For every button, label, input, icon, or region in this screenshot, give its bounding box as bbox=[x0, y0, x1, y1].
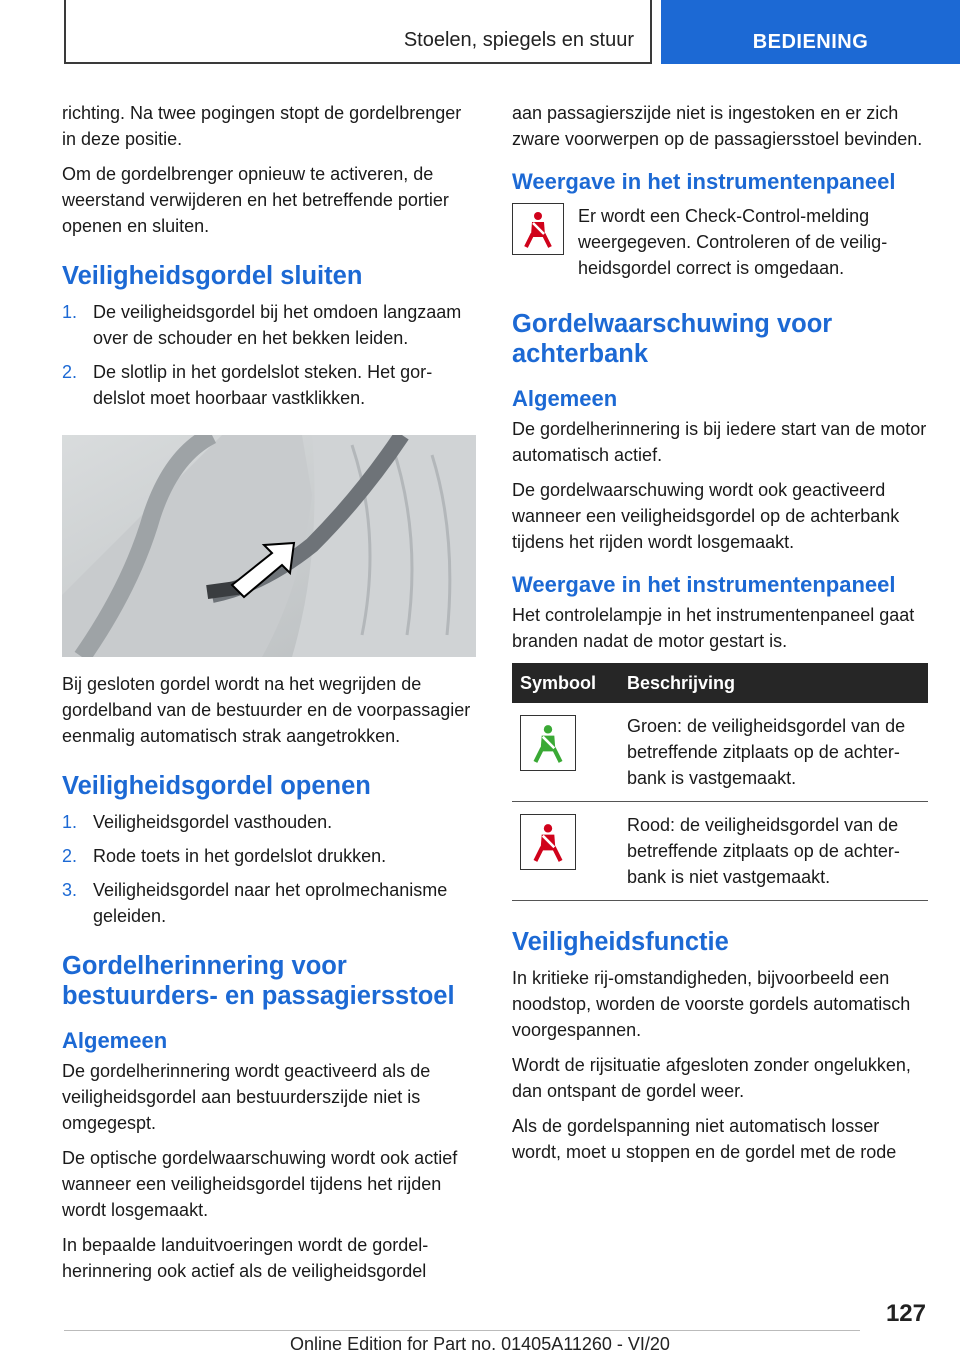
header-chapter-tab[interactable] bbox=[661, 0, 960, 64]
heading-gordelwaarschuwing: Gordelwaarschuwing voor achterbank bbox=[512, 310, 833, 368]
header-section bbox=[64, 0, 652, 64]
heading-gordelherinnering: Gordelherinnering voor bestuurders- en passagiersstoel bbox=[62, 952, 455, 1010]
paragraph: aan passagierszijde niet is ingestoken en er zich zware voorwerpen op de passagiersstoel bevinden. bbox=[512, 103, 923, 149]
step-text: De veiligheidsgordel bij het omdoen langzaam over de schouder en het bekken leiden. bbox=[93, 302, 462, 348]
list-item bbox=[62, 299, 476, 351]
seatbelt-red-icon bbox=[520, 814, 576, 870]
page-number: 127 bbox=[885, 1300, 926, 1327]
list-item bbox=[62, 843, 476, 869]
paragraph: In kritieke rij-omstandigheden, bijvoorbeeld een noodstop, worden de voorste gordels automatisch voorgespannen. bbox=[512, 968, 911, 1040]
column-header: Beschrijving bbox=[619, 663, 928, 703]
step-number: 2. bbox=[62, 846, 78, 866]
paragraph: De gordelherinnering is bij iedere start van de motor automatisch actief. bbox=[512, 419, 927, 465]
paragraph: De gordelwaarschuwing wordt ook geactiveerd wanneer een veiligheidsgordel op de achterbank tijdens het rijden wordt losgemaakt. bbox=[512, 480, 900, 552]
heading-weergave: Weergave in het instrumentenpaneel bbox=[512, 572, 896, 597]
heading-sluiten: Veiligheidsgordel sluiten bbox=[62, 262, 363, 290]
table-row bbox=[512, 703, 928, 802]
step-number: 3. bbox=[62, 880, 78, 900]
heading-algemeen: Algemeen bbox=[512, 386, 618, 411]
step-text: Veiligheidsgordel vasthouden. bbox=[93, 812, 333, 832]
paragraph: Bij gesloten gordel wordt na het wegrijden de gordelband van de bestuurder en de voorpassagier eenmalig automatisch strak aangetrokken. bbox=[62, 674, 471, 746]
paragraph: Om de gordelbrenger opnieuw te activeren, de weerstand verwijderen en het betreffende portier openen en sluiten. bbox=[62, 164, 449, 236]
seatbelt-green-icon bbox=[520, 715, 576, 771]
footer-divider bbox=[64, 1330, 860, 1331]
right-column bbox=[512, 100, 928, 1174]
heading-veiligheidsfunctie: Veiligheidsfunctie bbox=[512, 928, 729, 956]
indicator-row bbox=[512, 203, 928, 281]
sluiten-steps bbox=[62, 299, 476, 411]
openen-steps bbox=[62, 809, 476, 929]
footer-edition: Online Edition for Part no. 01405A11260 - VI/20 bbox=[290, 1334, 670, 1354]
paragraph: In bepaalde landuitvoeringen wordt de gordelherinnering ook actief als de veiligheidsgordel bbox=[62, 1235, 429, 1281]
description-cell: Groen: de veiligheidsgordel van de betreffende zitplaats op de achterbank is vastgemaakt. bbox=[619, 703, 928, 802]
step-number: 1. bbox=[62, 812, 78, 832]
paragraph: De optische gordelwaarschuwing wordt ook actief wanneer een veiligheidsgordel tijdens het rijden wordt losgemaakt. bbox=[62, 1148, 458, 1220]
symbol-table bbox=[512, 663, 928, 901]
table-header-row bbox=[512, 663, 928, 703]
left-column bbox=[62, 100, 476, 1293]
chapter-title: BEDIENING bbox=[752, 31, 869, 53]
indicator-text: Er wordt een Check-Control-melding weergegeven. Controleren of de veiligheidsgordel correct is omgedaan. bbox=[578, 206, 888, 278]
list-item bbox=[62, 359, 476, 411]
step-text: Veiligheidsgordel naar het oprolmechanisme geleiden. bbox=[93, 880, 448, 926]
paragraph: Als de gordelspanning niet automatisch losser wordt, moet u stoppen en de gordel met de rode bbox=[512, 1116, 897, 1162]
step-number: 1. bbox=[62, 302, 78, 322]
paragraph: De gordelherinnering wordt geactiveerd als de veiligheidsgordel aan bestuurderszijde niet is omgegespt. bbox=[62, 1061, 431, 1133]
heading-algemeen: Algemeen bbox=[62, 1028, 168, 1053]
seatbelt-photo bbox=[62, 435, 476, 657]
symbol-cell bbox=[512, 703, 619, 802]
step-number: 2. bbox=[62, 362, 78, 382]
list-item bbox=[62, 809, 476, 835]
table-row bbox=[512, 802, 928, 901]
paragraph: Wordt de rijsituatie afgesloten zonder ongelukken, dan ontspant de gordel weer. bbox=[512, 1055, 911, 1101]
heading-weergave: Weergave in het instrumentenpaneel bbox=[512, 169, 896, 194]
symbol-cell bbox=[512, 802, 619, 901]
paragraph: richting. Na twee pogingen stopt de gordelbrenger in deze positie. bbox=[62, 103, 462, 149]
step-text: De slotlip in het gordelslot steken. Het gordelslot moet hoorbaar vastklikken. bbox=[93, 362, 433, 408]
seatbelt-warning-red-icon bbox=[512, 203, 564, 255]
column-header: Symbool bbox=[512, 663, 619, 703]
heading-openen: Veiligheidsgordel openen bbox=[62, 772, 371, 800]
description-cell: Rood: de veiligheidsgordel van de betreffende zitplaats op de achterbank is niet vastgemaakt. bbox=[619, 802, 928, 901]
section-title: Stoelen, spiegels en stuur bbox=[403, 29, 634, 51]
paragraph: Het controlelampje in het instrumentenpaneel gaat branden nadat de motor gestart is. bbox=[512, 605, 915, 651]
list-item bbox=[62, 877, 476, 929]
step-text: Rode toets in het gordelslot drukken. bbox=[93, 846, 387, 866]
